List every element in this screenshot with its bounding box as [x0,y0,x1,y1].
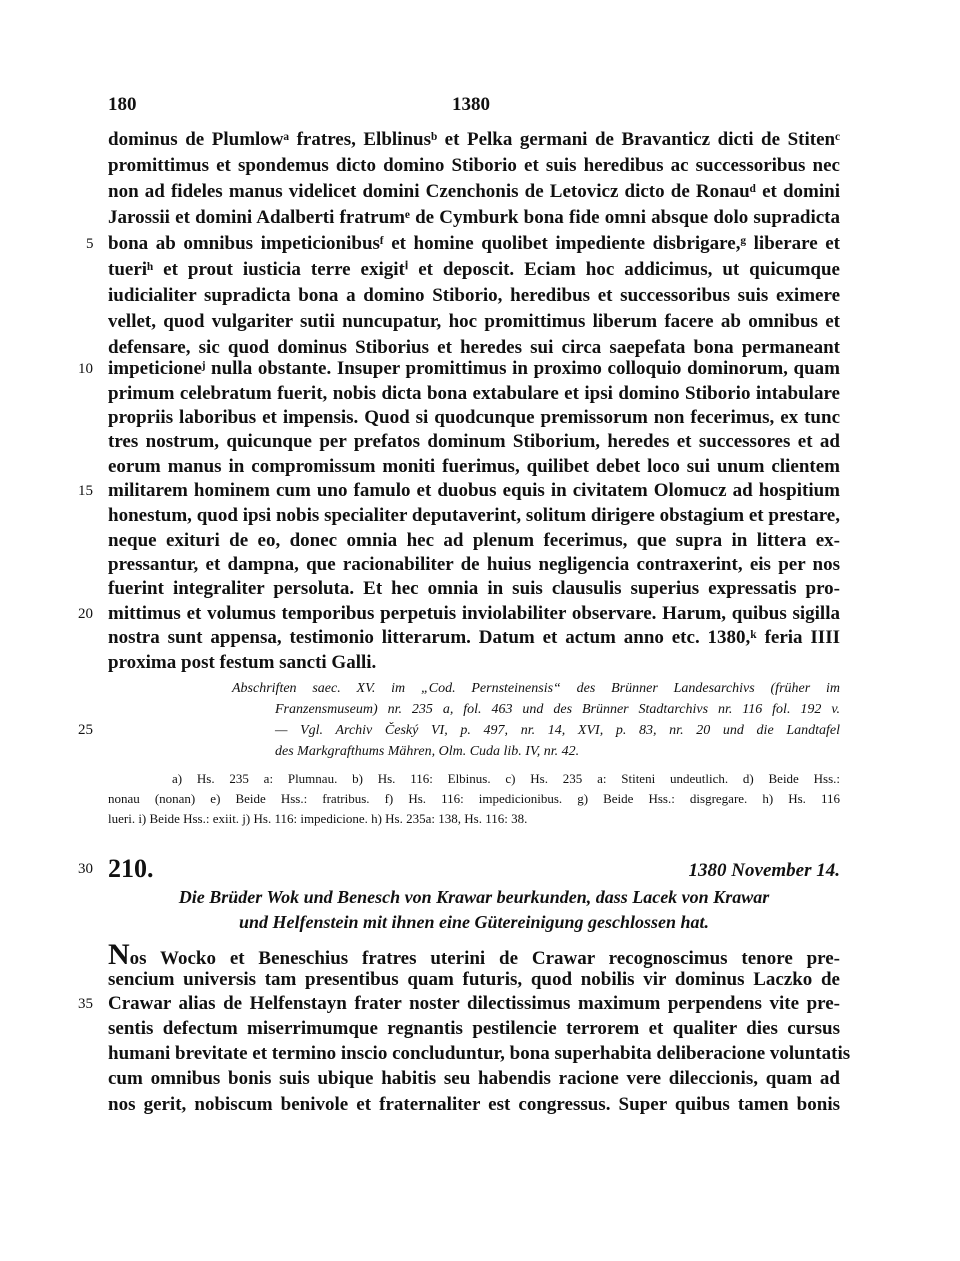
text-line: promittimus et spondemus dicto domino Stiborio et suis heredibus ac successoribus nec [108,155,840,176]
page-number: 180 [108,94,137,115]
text-line: iudicialiter supradicta bona a domino Stiborio, heredibus et successoribus suis eximere [108,285,840,306]
text-line: Crawar alias de Helfenstayn frater noster dilectissimus maximum perpendens vite pre- [108,993,840,1014]
text-line: nos gerit, nobiscum benivole et fraternaliter est congressus. Super quibus tamen bonis [108,1094,840,1115]
initial-letter: N [108,938,130,971]
text-line: defensare, sic quod dominus Stiborius et heredes sui circa saepefata bona permaneant [108,337,840,358]
line-number: 30 [78,861,93,877]
line-number: 35 [78,996,93,1012]
text-line: mittimus et volumus temporibus perpetuis inviolabiliter observare. Harum, quibus sigilla [108,603,840,624]
source-line: Franzensmuseum) nr. 235 a, fol. 463 und des Brünner Stadtarchivs nr. 116 fol. 192 v. [275,702,840,717]
text-line: neque exituri de eo, donec omnia hec ad plenum fecerimus, que supra in littera ex- [108,530,840,551]
text-line: eorum manus in compromissum moniti fuerimus, quilibet debet loco sui unum clientem [108,456,840,477]
text-line: nostra sunt appensa, testimonio litterarum. Datum et actum anno etc. 1380,ᵏ feria IIII [108,627,840,648]
line-number: 20 [78,606,93,622]
text-line: dominus de Plumlowᵃ fratres, Elblinusᵇ et Pelka germani de Bravanticz dicti de Stitenᶜ [108,129,840,150]
source-line: des Markgrafthums Mähren, Olm. Cuda lib. IV, nr. 42. [275,744,580,759]
line-number: 15 [78,483,93,499]
text-line: honestum, quod ipsi nobis specialiter deputaverint, solitum dirigere obstagium et prestare, [108,505,840,526]
line-number: 10 [78,361,93,377]
text-line: pressantur, et dampna, que racionabiliter de huius negligencia contraxerint, eis per nos [108,554,840,575]
text-line: fuerint integraliter persoluta. Et hec omnia in suis clausulis superius expressatis pro- [108,578,840,599]
text-line: tueriʰ et prout iusticia terre exigitⁱ et deposcit. Eciam hoc addicimus, ut quicumque [108,259,840,280]
document-date: 1380 November 14. [688,860,840,881]
source-line: Abschriften saec. XV. im „Cod. Pernsteinensis“ des Brünner Landesarchivs (früher im [232,681,840,696]
text-line-content: os Wocko et Beneschius fratres uterini de Crawar recognoscimus tenore pre- [129,948,840,969]
text-line: Jarossii et domini Adalberti fratrumᵉ de Cymburk bona fide omni absque dolo supradicta [108,207,840,228]
year-header: 1380 [452,94,490,115]
document-title-line: Die Brüder Wok und Benesch von Krawar beurkunden, dass Lacek von Krawar [178,887,770,907]
text-line [108,938,840,971]
text-line: sentis defectum miserrimumque regnantis pestilencie terrorem et qualiter dies cursus [108,1018,840,1039]
footnote-line: lueri. i) Beide Hss.: exiit. j) Hs. 116: impedicione. h) Hs. 235a: 138, Hs. 116: 38. [108,811,528,826]
line-number: 5 [86,236,94,252]
text-line: vellet, quod vulgariter sutii nuncupatur, hoc promittimus liberum facere ab omnibus et [108,311,840,332]
footnote-line: a) Hs. 235 a: Plumnau. b) Hs. 116: Elbinus. c) Hs. 235 a: Stiteni undeutlich. d) Beide Hss.: [172,771,840,786]
text-line: sencium universis tam presentibus quam futuris, quod nobilis vir dominus Laczko de [108,969,840,990]
text-line: humani brevitate et termino inscio concluduntur, bona superhabita deliberacione voluntatis [108,1043,851,1064]
text-line: bona ab omnibus impeticionibusᶠ et homine quolibet impediente disbrigare,ᵍ liberare et [108,233,840,254]
text-line: primum celebratum fuerit, nobis dicta bona extabulare et ipsi domino Stiborio intabulare [108,383,840,404]
document-number: 210. [108,854,154,883]
line-number: 25 [78,722,93,738]
text-line: propriis laboribus et impensis. Quod si quodcunque premissorum non fecerimus, ex tunc [108,407,840,428]
text-line: militarem hominem cum uno famulo et duobus equis in civitatem Olomucz ad hospitium [108,480,840,501]
document-title-line: und Helfenstein mit ihnen eine Gütereinigung geschlossen hat. [238,912,710,932]
text-line: tres nostrum, quicunque per prefatos dominum Stiborium, heredes et successores et ad [108,431,840,452]
source-line: — Vgl. Archiv Český VI, p. 497, nr. 14, XVI, p. 83, nr. 20 und die Landtafel [275,723,840,738]
text-line: cum omnibus bonis suis ubique habitis seu habendis racione vere dileccionis, quam ad [108,1068,840,1089]
text-line: proxima post festum sancti Galli. [108,652,377,673]
text-line: non ad fideles manus videlicet domini Czenchonis de Letovicz dicto de Ronauᵈ et domini [108,181,840,202]
footnote-line: nonau (nonan) e) Beide Hss.: fratribus. f) Hs. 116: impedicionibus. g) Beide Hss.: disgregare. h) Hs. 116 [108,791,840,806]
text-line: impeticioneʲ nulla obstante. Insuper promittimus in proximo colloquio dominorum, quam [108,358,840,379]
